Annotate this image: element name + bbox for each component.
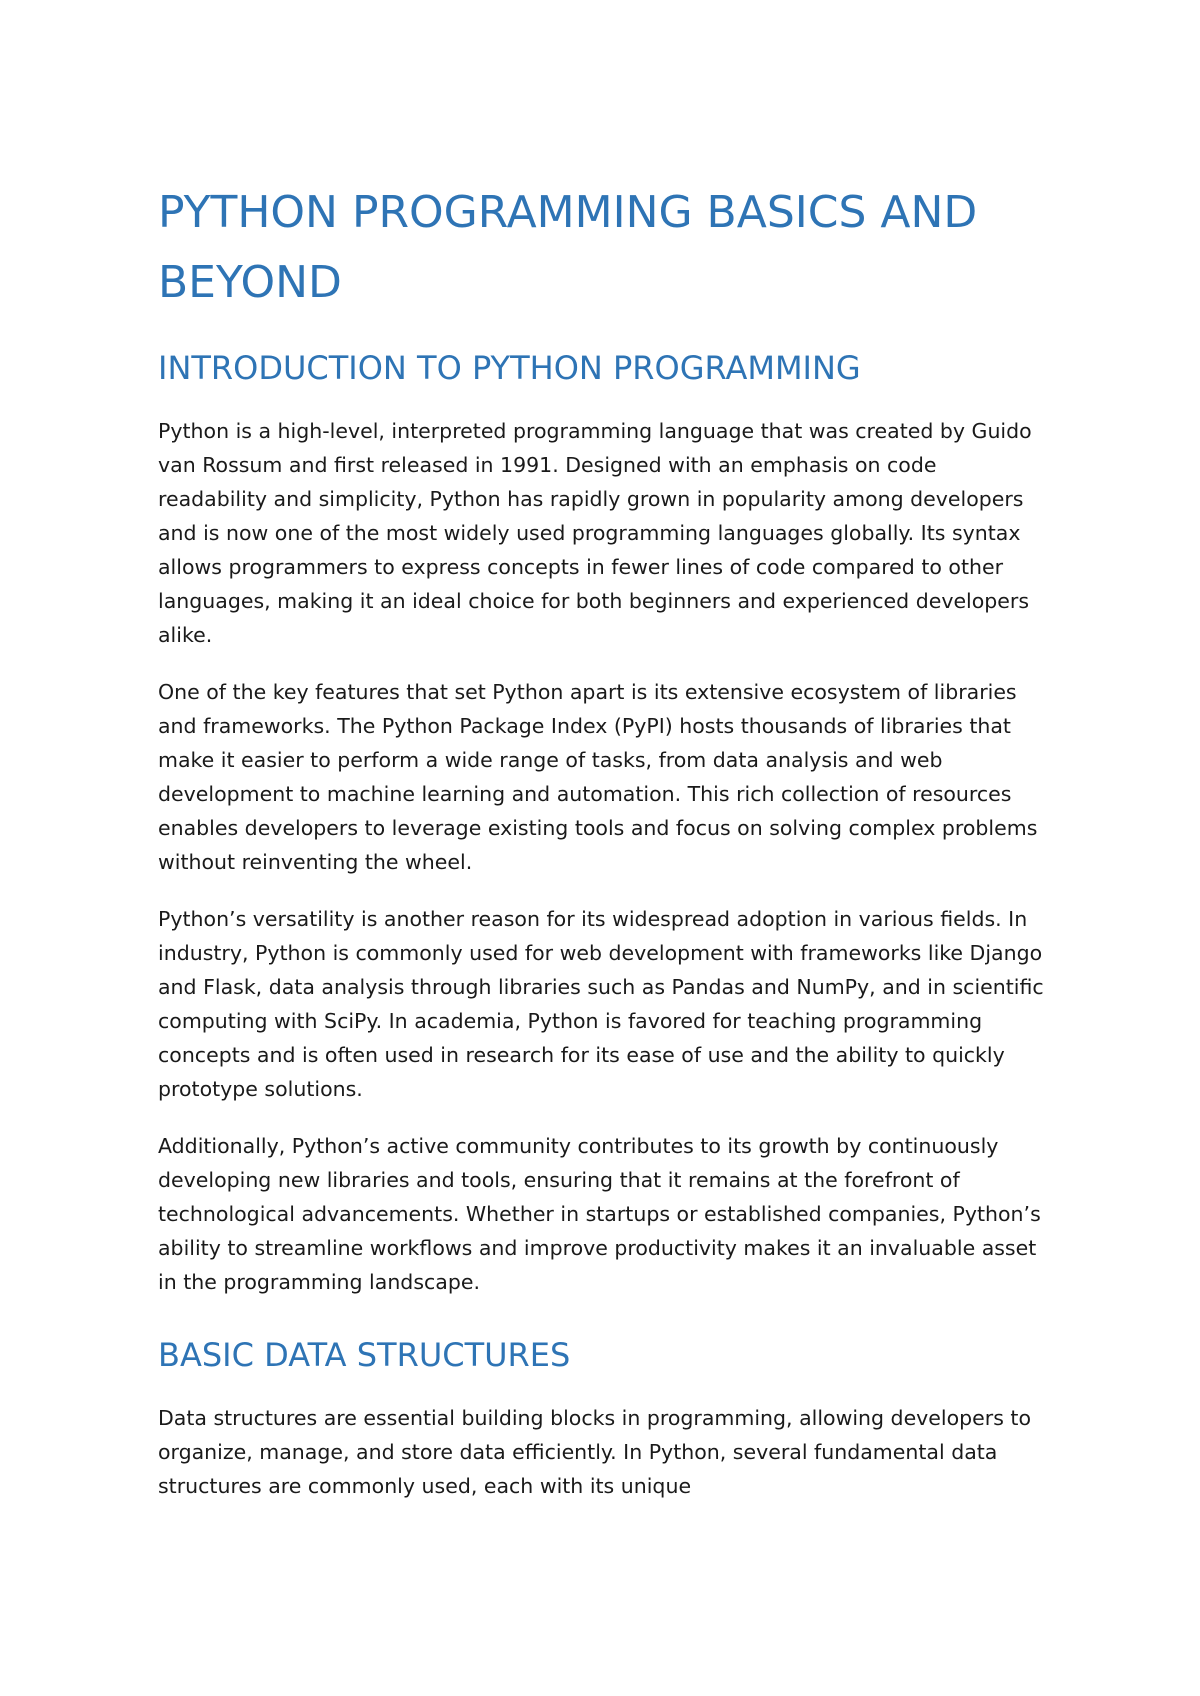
data-structures-paragraph-1: Data structures are essential building blocks in programming, allowing developers to organize, manage, and store data efficiently. In Python, several fundamental data structures are commonly used, each with its unique (158, 1406, 1031, 1498)
intro-paragraph-1: Python is a high-level, interpreted programming language that was created by Guido van Rossum and first released in 1991. Designed with an emphasis on code readability and simplicity, Python has rapidly grown in popularity among developers and is now one of the most widely used programming languages globally. Its syntax allows programmers to express concepts in fewer lines of code compared to other languages, making it an ideal choice for both beginners and experienced developers alike. (158, 419, 1032, 647)
section-heading-introduction: INTRODUCTION TO PYTHON PROGRAMMING (158, 349, 861, 387)
intro-paragraph-2: One of the key features that set Python apart is its extensive ecosystem of libraries and frameworks. The Python Package Index (PyPI) hosts thousands of libraries that make it easier to perform a wide range of tasks, from data analysis and web development to machine learning and automation. This rich collection of resources enables developers to leverage existing tools and focus on solving complex problems without reinventing the wheel. (158, 680, 1038, 874)
intro-paragraph-4: Additionally, Python’s active community contributes to its growth by continuously developing new libraries and tools, ensuring that it remains at the forefront of technological advancements. Whether in startups or established companies, Python’s ability to streamline workflows and improve productivity makes it an invaluable asset in the programming landscape. (158, 1134, 1041, 1294)
intro-paragraph-3: Python’s versatility is another reason for its widespread adoption in various fields. In industry, Python is commonly used for web development with frameworks like Django and Flask, data analysis through libraries such as Pandas and NumPy, and in scientific computing with SciPy. In academia, Python is favored for teaching programming concepts and is often used in research for its ease of use and the ability to quickly prototype solutions. (158, 907, 1044, 1101)
document-title: PYTHON PROGRAMMING BASICS AND BEYOND (158, 187, 978, 308)
section-heading-basic-data-structures: BASIC DATA STRUCTURES (158, 1336, 571, 1374)
